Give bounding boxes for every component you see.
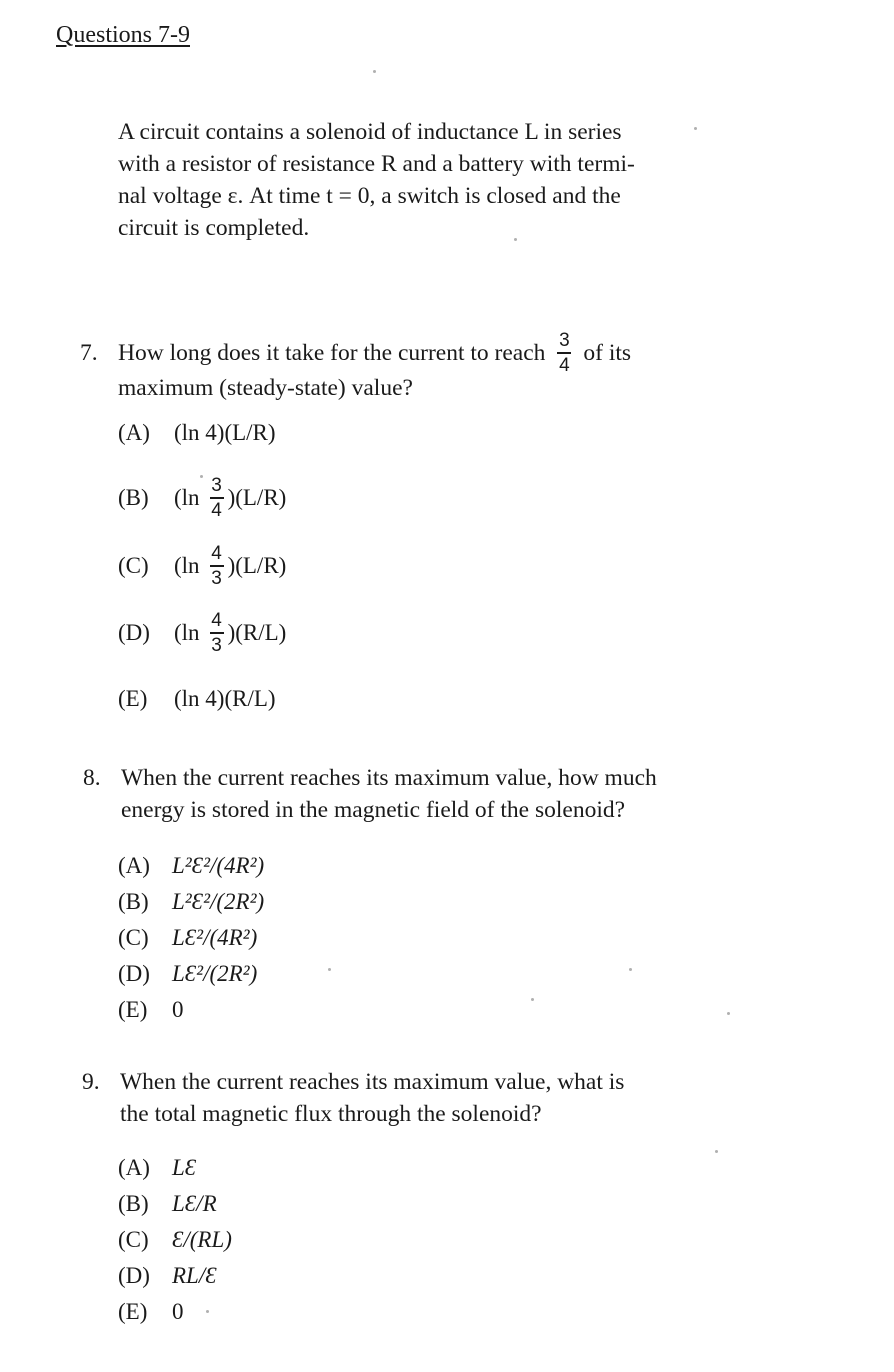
option-letter: (B) bbox=[118, 889, 149, 914]
option-letter: (B) bbox=[118, 1191, 149, 1216]
option-c[interactable] bbox=[118, 1222, 232, 1258]
question-8 bbox=[83, 762, 763, 826]
option-text: (ln bbox=[174, 619, 200, 645]
option-letter: (E) bbox=[118, 1299, 148, 1324]
scan-speck bbox=[514, 238, 517, 241]
question-8-options bbox=[118, 848, 264, 1028]
option-letter: (C) bbox=[118, 552, 149, 578]
option-d[interactable] bbox=[118, 610, 286, 656]
option-c[interactable] bbox=[118, 920, 264, 956]
fraction bbox=[210, 475, 224, 521]
fraction-bar bbox=[210, 497, 224, 499]
option-letter: (A) bbox=[118, 1155, 150, 1180]
option-letter: (C) bbox=[118, 1227, 149, 1252]
scan-speck bbox=[531, 998, 534, 1001]
option-a[interactable] bbox=[118, 420, 276, 446]
fraction-denominator: 4 bbox=[211, 499, 222, 521]
option-letter: (A) bbox=[118, 420, 150, 445]
question-number: 7. bbox=[80, 339, 98, 366]
question-text: maximum (steady-state) value? bbox=[118, 374, 413, 401]
fraction-numerator: 3 bbox=[211, 475, 222, 496]
option-letter: (A) bbox=[118, 853, 150, 878]
option-text: (ln 4)(L/R) bbox=[174, 420, 276, 445]
option-text: (ln bbox=[174, 552, 200, 578]
fraction-bar bbox=[210, 632, 224, 634]
option-text: LƐ²/(2R²) bbox=[172, 961, 258, 986]
option-letter: (D) bbox=[118, 1263, 150, 1288]
option-text: )(L/R) bbox=[227, 552, 287, 578]
question-text: of its bbox=[583, 339, 632, 366]
question-text: the total magnetic flux through the solenoid? bbox=[120, 1101, 542, 1127]
intro-line: A circuit contains a solenoid of inductance L in series bbox=[118, 119, 622, 145]
question-number: 9. bbox=[82, 1069, 100, 1095]
option-letter: (B) bbox=[118, 484, 149, 510]
question-9 bbox=[82, 1066, 762, 1130]
question-text: How long does it take for the current to reach bbox=[118, 339, 546, 366]
intro-line: nal voltage ε. At time t = 0, a switch is closed and the bbox=[118, 183, 621, 209]
option-a[interactable] bbox=[118, 848, 264, 884]
option-b[interactable] bbox=[118, 1186, 232, 1222]
option-letter: (D) bbox=[118, 619, 150, 645]
question-7-line1 bbox=[80, 330, 720, 376]
option-e[interactable] bbox=[118, 1294, 232, 1330]
fraction-bar bbox=[557, 352, 571, 354]
option-b[interactable] bbox=[118, 475, 286, 521]
question-9-options bbox=[118, 1150, 232, 1330]
option-d[interactable] bbox=[118, 1258, 232, 1294]
question-number: 8. bbox=[83, 765, 101, 791]
option-d[interactable] bbox=[118, 956, 264, 992]
option-e[interactable] bbox=[118, 992, 264, 1028]
option-letter: (C) bbox=[118, 925, 149, 950]
option-text: )(L/R) bbox=[227, 484, 287, 510]
scan-speck bbox=[694, 127, 697, 130]
question-text: energy is stored in the magnetic field of the solenoid? bbox=[121, 797, 626, 823]
option-text: (ln bbox=[174, 484, 200, 510]
option-letter: (E) bbox=[118, 686, 148, 711]
fraction-numerator: 4 bbox=[211, 610, 222, 631]
fraction-denominator: 3 bbox=[211, 634, 222, 656]
option-c[interactable] bbox=[118, 543, 286, 589]
intro-paragraph bbox=[118, 116, 718, 244]
option-a[interactable] bbox=[118, 1150, 232, 1186]
option-e[interactable] bbox=[118, 686, 276, 712]
option-text: 0 bbox=[172, 1299, 184, 1324]
fraction-numerator: 4 bbox=[211, 543, 222, 564]
option-text: )(R/L) bbox=[227, 619, 287, 645]
option-text: 0 bbox=[172, 997, 184, 1022]
fraction-denominator: 3 bbox=[211, 567, 222, 589]
fraction-numerator: 3 bbox=[559, 330, 570, 351]
option-text: LƐ/R bbox=[172, 1191, 217, 1216]
section-heading: Questions 7-9 bbox=[56, 22, 190, 48]
option-text: Ɛ/(RL) bbox=[172, 1227, 232, 1252]
intro-line: with a resistor of resistance R and a battery with termi- bbox=[118, 151, 635, 177]
fraction bbox=[557, 330, 571, 376]
option-text: LƐ²/(4R²) bbox=[172, 925, 258, 950]
scan-speck bbox=[629, 968, 632, 971]
scan-speck bbox=[373, 70, 376, 73]
scan-speck bbox=[727, 1012, 730, 1015]
option-b[interactable] bbox=[118, 884, 264, 920]
scan-speck bbox=[328, 968, 331, 971]
fraction bbox=[210, 543, 224, 589]
scan-speck bbox=[715, 1150, 718, 1153]
fraction bbox=[210, 610, 224, 656]
intro-line: circuit is completed. bbox=[118, 215, 310, 241]
option-text: RL/Ɛ bbox=[172, 1263, 217, 1288]
option-text: L²Ɛ²/(4R²) bbox=[172, 853, 265, 878]
fraction-bar bbox=[210, 565, 224, 567]
option-text: L²Ɛ²/(2R²) bbox=[172, 889, 265, 914]
question-text: When the current reaches its maximum value, what is bbox=[120, 1069, 625, 1095]
question-7 bbox=[80, 330, 720, 404]
option-text: LƐ bbox=[172, 1155, 197, 1180]
question-text: When the current reaches its maximum value, how much bbox=[121, 765, 657, 791]
scan-speck bbox=[200, 475, 203, 478]
fraction-denominator: 4 bbox=[559, 354, 570, 376]
option-text: (ln 4)(R/L) bbox=[174, 686, 276, 711]
option-letter: (D) bbox=[118, 961, 150, 986]
option-letter: (E) bbox=[118, 997, 148, 1022]
scan-speck bbox=[206, 1310, 209, 1313]
